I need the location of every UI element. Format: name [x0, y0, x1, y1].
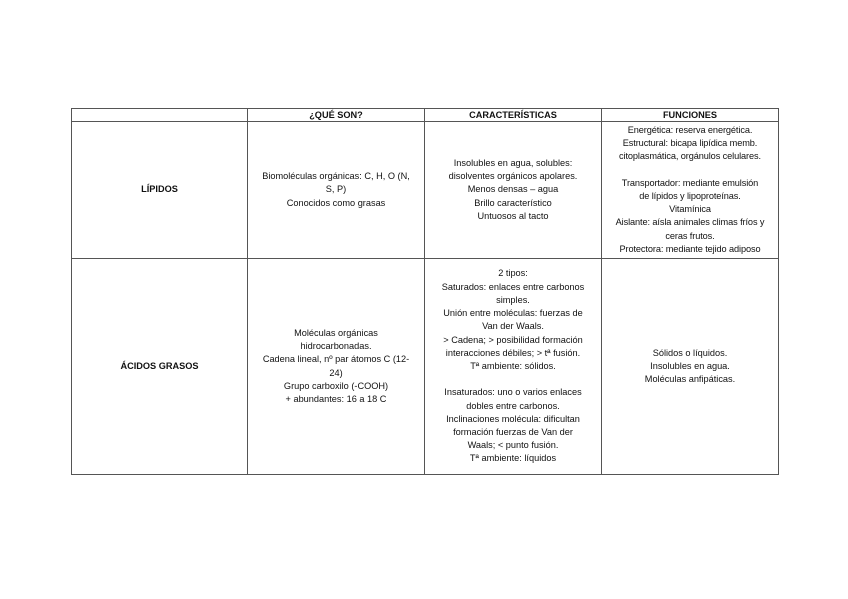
cell-line: citoplasmática, orgánulos celulares. — [619, 151, 761, 162]
cell-line: Moléculas anfipáticas. — [644, 374, 736, 385]
cell-line: > Cadena; > posibilidad formación — [443, 334, 583, 345]
cell-line: simples. — [496, 294, 530, 305]
cell-line: Unión entre moléculas: fuerzas de — [443, 308, 583, 319]
cell-line: Cadena lineal, nº par átomos C (12- — [262, 354, 410, 365]
cell-line: disolventes orgánicos apolares. — [448, 171, 578, 182]
cell-line: Waals; < punto fusión. — [467, 440, 559, 451]
cell-line: Menos densas – agua — [467, 184, 559, 195]
cell-line: Insaturados: uno o varios enlaces — [444, 387, 582, 398]
cell-caracteristicas — [425, 122, 602, 259]
cell-line: Moléculas orgánicas — [294, 327, 378, 338]
cell-line: dobles entre carbonos. — [466, 400, 560, 411]
header-funciones: FUNCIONES — [602, 109, 779, 122]
cell-line: interacciones débiles; > tª fusión. — [445, 347, 581, 358]
cell-line: formación fuerzas de Van der — [453, 426, 573, 437]
cell-line: Conocidos como grasas — [286, 197, 386, 208]
cell-line: Energética: reserva energética. — [627, 124, 753, 135]
cell-line: Protectora: mediante tejido adiposo — [619, 243, 761, 254]
cell-line: Tª ambiente: líquidos — [469, 453, 557, 464]
header-row — [72, 109, 779, 122]
cell-line: Sólidos o líquidos. — [652, 347, 728, 358]
cell-line — [605, 164, 775, 177]
cell-line: Insolubles en agua, solubles: — [453, 157, 573, 168]
cell-line: Untuosos al tacto — [477, 210, 549, 221]
cell-line: S, P) — [325, 184, 347, 195]
cell-line: hidrocarbonadas. — [300, 341, 372, 352]
row-title: LÍPIDOS — [72, 122, 248, 259]
cell-line: Tª ambiente: sólidos. — [470, 360, 556, 371]
table-row — [72, 259, 779, 475]
cell-line: Aislante: aísla animales climas fríos y — [615, 217, 765, 228]
cell-line: Van der Waals. — [482, 321, 544, 332]
header-que-son: ¿QUÉ SON? — [248, 109, 425, 122]
header-empty — [72, 109, 248, 122]
cell-caracteristicas — [425, 259, 602, 475]
header-caracteristicas: CARACTERÍSTICAS — [425, 109, 602, 122]
cell-line: Estructural: bicapa lipídica memb. — [622, 138, 758, 149]
lipids-table — [71, 108, 779, 475]
cell-que-son — [248, 122, 425, 259]
cell-line: Insolubles en agua. — [650, 360, 730, 371]
cell-line: Grupo carboxilo (-COOH) — [283, 380, 389, 391]
cell-que-son — [248, 259, 425, 475]
cell-line: ceras frutos. — [665, 230, 715, 241]
cell-funciones — [602, 259, 779, 475]
cell-line: 2 tipos: — [498, 268, 528, 279]
cell-funciones — [602, 122, 779, 259]
cell-line: Transportador: mediante emulsión — [621, 177, 759, 188]
cell-line — [428, 373, 598, 386]
cell-line: Biomoléculas orgánicas: C, H, O (N, — [262, 171, 410, 182]
table-row — [72, 122, 779, 259]
cell-line: Saturados: enlaces entre carbonos — [441, 281, 585, 292]
cell-line: de lípidos y lipoproteínas. — [639, 190, 741, 201]
row-title: ÁCIDOS GRASOS — [72, 259, 248, 475]
cell-line: Inclinaciones molécula: dificultan — [446, 413, 580, 424]
cell-line: Vitamínica — [669, 204, 711, 215]
cell-line: Brillo característico — [474, 197, 552, 208]
cell-line: 24) — [329, 367, 343, 378]
cell-line: + abundantes: 16 a 18 C — [285, 393, 387, 404]
